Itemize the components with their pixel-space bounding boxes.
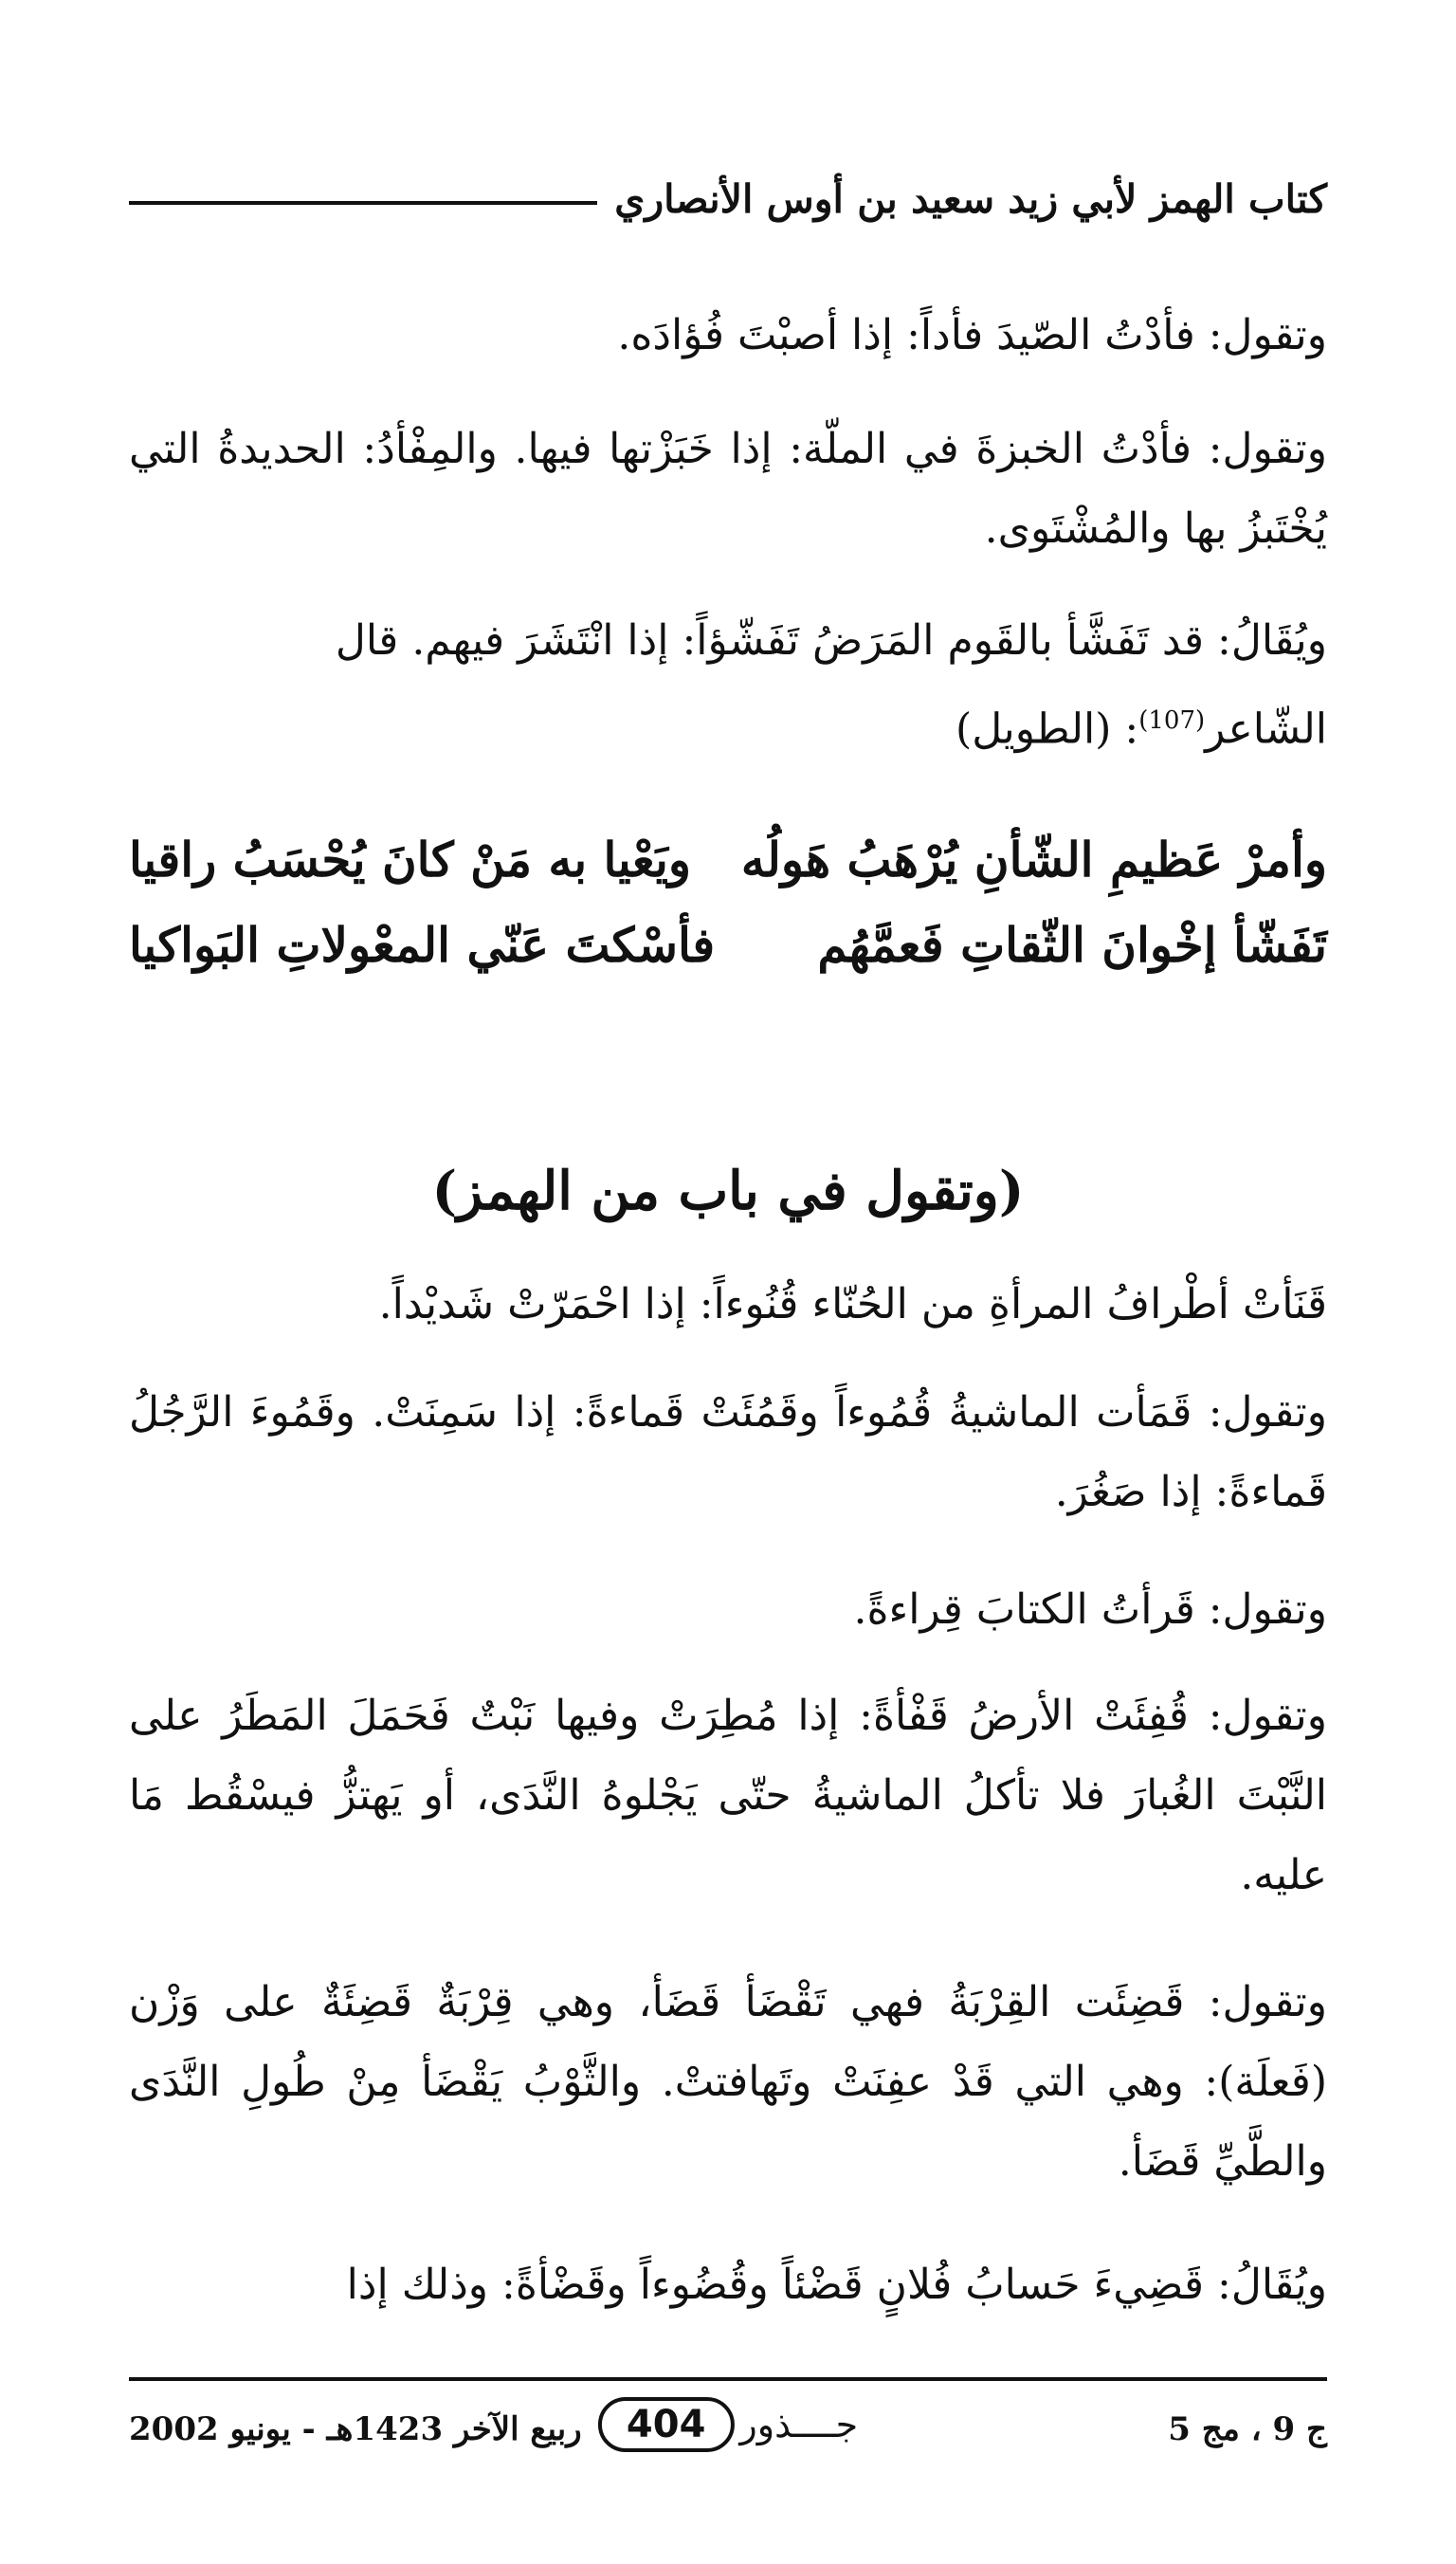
section-paragraph-6: ويُقَالُ: قَضِيءَ حَسابُ فُلانٍ قَضْئاً وقُضُوءاً وقَضْأةً: وذلك إذا [346, 2261, 1327, 2309]
issue-label: ج 9 ، مج 5 [1168, 2410, 1327, 2448]
footnote-marker: (107) [1138, 706, 1206, 735]
poem-verse-1 [129, 817, 1327, 903]
page-number: 404 [598, 2397, 735, 2452]
section-paragraph-1: قَنَأتْ أطْرافُ المرأةِ من الحُنّاء قُنُوءاً: إذا احْمَرّتْ شَديْداً. [378, 1280, 1327, 1328]
paragraph-3 [129, 601, 1327, 770]
paragraph-3-text: ويُقَالُ: قد تَفَشَّأ بالقَوم المَرَضُ تَفَشّؤاً: إذا انْتَشَرَ فيهم. قال [335, 616, 1327, 665]
verse-2-first-hemistich: تَفَشّأ إخْوانَ الثّقاتِ فَعمَّهُم [817, 917, 1327, 973]
section-paragraph-4: وتقول: قُفِئَتْ الأرضُ قَفْأةً: إذا مُطِرَتْ وفيها نَبْتٌ فَحَمَلَ المَطَرُ على النَّبْتَ الغُبارَ فلا تأكلُ الماشيةُ حتّى يَجْلوهُ النَّدَى، أو يَهتزُّ فيسْقُط مَا عليه. [129, 1692, 1327, 1899]
section-paragraph-3: وتقول: قَرأتُ الكتابَ قِراءةً. [853, 1585, 1327, 1634]
page-footer [129, 2397, 1327, 2473]
verse-1-first-hemistich: وأمرْ عَظيمِ الشّأنِ يُرْهَبُ هَولُه [740, 832, 1327, 888]
poet-label: الشّاعر [1205, 705, 1327, 754]
section-paragraph-5: وتقول: قَضِئَت القِرْبَةُ فهي تَقْضَأ قَضَأ، وهي قِرْبَةٌ قَضِئَةٌ على وَزْن (فَعلَة): وهي التي قَدْ عفِنَتْ وتَهافتتْ. والثَّوْبُ يَقْضَأ مِنْ طُولِ النَّدَى والطَّيِّ قَضَأ. [129, 1978, 1327, 2186]
poem [129, 817, 1327, 988]
paragraph-2: وتقول: فأدْتُ الخبزةَ في الملّة: إذا خَبَزْتها فيها. والمِفْأدُ: الحديدةُ التي يُخْتَبزُ بها والمُشْتَوى. [129, 425, 1327, 553]
verse-2-second-hemistich: فأسْكتَ عَنّي المعْولاتِ البَواكيا [129, 917, 716, 973]
journal-name: جــــذور [739, 2404, 859, 2445]
issue-date: ربيع الآخر 1423هـ - يونيو 2002 [129, 2410, 582, 2448]
section-paragraph-2: وتقول: قَمَأت الماشيةُ قُمُوءاً وقَمُئَتْ قَماءةً: إذا سَمِنَتْ. وقَمُوءَ الرَّجُلُ قَماءةً: إذا صَغُرَ. [129, 1388, 1327, 1516]
book-title: كتاب الهمز لأبي زيد سعيد بن أوس الأنصاري [614, 176, 1327, 222]
running-header [129, 173, 1327, 226]
footer-rule [129, 2377, 1327, 2381]
header-rule [129, 201, 597, 205]
meter-label: : (الطويل) [956, 705, 1139, 754]
verse-1-second-hemistich: ويَعْيا به مَنْ كانَ يُحْسَبُ راقيا [129, 832, 692, 888]
poem-verse-2 [129, 903, 1327, 988]
section-heading: (وتقول في باب من الهمز) [431, 1160, 1025, 1222]
journal-emblem [598, 2397, 858, 2452]
paragraph-1: وتقول: فأدْتُ الصّيدَ فأداً: إذا أصبْتَ فُؤادَه. [617, 311, 1327, 359]
